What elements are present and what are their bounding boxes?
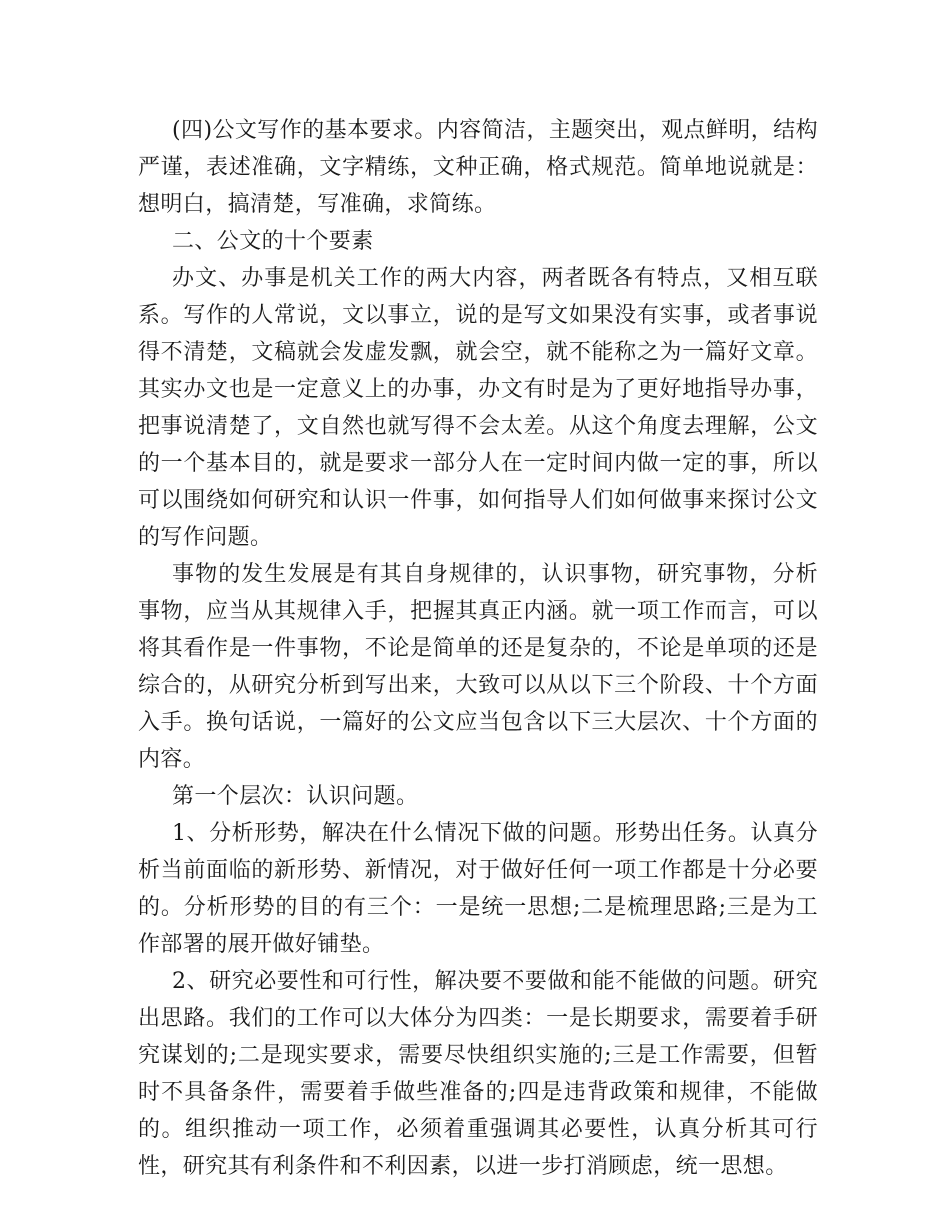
level-heading-first: 第一个层次：认识问题。 [172, 784, 419, 809]
paragraph-item-2: 2、研究必要性和可行性，解决要不要做和能不能做的问题。研究出思路。我们的工作可以大体分为四类：一是长期要求，需要着手研究谋划的;二是现实要求，需要尽快组织实施的;三是工作需要，但暂时不具备条件，需要着手做些准备的;四是违背政策和规律，不能做的。组织推动一项工作，必须着重强调其必要性，认真分析其可行性，研究其有利条件和不利因素，以进一步打消顾虑，统一思想。 [138, 969, 818, 1179]
paragraph-basic-requirements: (四)公文写作的基本要求。内容简洁，主题突出，观点鲜明，结构严谨，表述准确，文字精练，文种正确，格式规范。简单地说就是：想明白，搞清楚，写准确，求简练。 [138, 118, 818, 217]
section-heading-ten-elements: 二、公文的十个要素 [172, 229, 374, 254]
paragraph-development-of-things: 事物的发生发展是有其自身规律的，认识事物，研究事物，分析事物，应当从其规律入手，把握其真正内涵。就一项工作而言，可以将其看作是一件事物，不论是简单的还是复杂的，不论是单项的还是综合的，从研究分析到写出来，大致可以从以下三个阶段、十个方面入手。换句话说，一篇好的公文应当包含以下三大层次、十个方面的内容。 [138, 562, 818, 772]
paragraph-handling-documents: 办文、办事是机关工作的两大内容，两者既各有特点，又相互联系。写作的人常说，文以事立，说的是写文如果没有实事，或者事说得不清楚，文稿就会发虚发飘，就会空，就不能称之为一篇好文章。其实办文也是一定意义上的办事，办文有时是为了更好地指导办事，把事说清楚了，文自然也就写得不会太差。从这个角度去理解，公文的一个基本目的，就是要求一部分人在一定时间内做一定的事，所以可以围绕如何研究和认识一件事，如何指导人们如何做事来探讨公文的写作问题。 [138, 266, 818, 550]
paragraph-item-1: 1、分析形势，解决在什么情况下做的问题。形势出任务。认真分析当前面临的新形势、新情况，对于做好任何一项工作都是十分必要的。分析形势的目的有三个：一是统一思想;二是梳理思路;三是为工作部署的展开做好铺垫。 [138, 821, 818, 957]
document-body [138, 112, 818, 1185]
